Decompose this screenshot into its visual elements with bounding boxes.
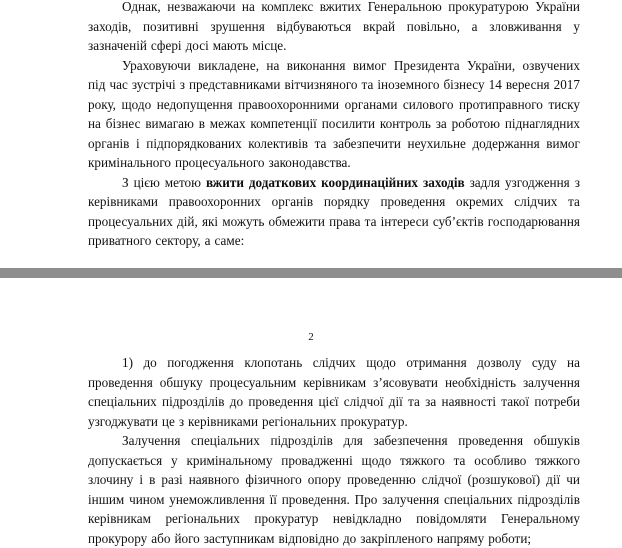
word: кримінальному [186, 451, 272, 471]
word: проведення [88, 373, 153, 393]
word: отримання [406, 353, 466, 373]
word: викладене, [198, 56, 259, 76]
word: зазначеній [88, 36, 147, 56]
word: Президента [394, 56, 460, 76]
word: З [122, 173, 129, 193]
word: вжитих [320, 0, 361, 17]
word: колективів [248, 134, 308, 154]
word: слідчої [344, 392, 384, 412]
word: щодо [366, 353, 396, 373]
word: на [266, 56, 279, 76]
text-line [88, 231, 580, 251]
word: процесуальним [210, 373, 297, 393]
text-line [88, 431, 580, 451]
word: наявного [189, 470, 240, 490]
text-line [88, 56, 580, 76]
word: силового [403, 95, 454, 115]
page-1-text [88, 0, 580, 251]
word: залучення [382, 490, 439, 510]
word: за [425, 392, 436, 412]
word: правоохоронними [238, 95, 339, 115]
word: суду [532, 353, 557, 373]
word: а [472, 17, 478, 37]
paragraph [88, 0, 580, 56]
text-line [88, 134, 580, 154]
word: проведенню [347, 470, 416, 490]
text-line [88, 0, 580, 17]
word: кримінального [88, 153, 171, 173]
word: та [315, 134, 327, 154]
word: проведення. [282, 490, 350, 510]
word: зустрічі [132, 75, 176, 95]
word: на [242, 0, 255, 17]
word: це [162, 412, 175, 432]
word: господарювання [488, 212, 580, 232]
word: заходів [423, 173, 465, 193]
word: роботи; [488, 529, 531, 548]
text-line [88, 95, 580, 115]
word: з [575, 173, 580, 193]
word: а [205, 231, 211, 251]
word: підрозділів [517, 490, 579, 510]
word: її [270, 490, 277, 510]
word: тяжкого [535, 451, 580, 471]
word: бізнесу [443, 75, 484, 95]
word: регіональних [165, 509, 239, 529]
word: узгоджувати [88, 412, 158, 432]
word: щодо [362, 451, 392, 471]
word: додержання [472, 134, 539, 154]
word: щодо [122, 95, 152, 115]
word: зрушення [210, 17, 264, 37]
text-line [88, 192, 580, 212]
word: узгодження [505, 173, 570, 193]
word: слідчих [514, 192, 557, 212]
word: в [149, 470, 155, 490]
word: Генеральною [368, 0, 442, 17]
word: суб’єктів [433, 212, 484, 232]
word: контроль [380, 114, 431, 134]
word: за [436, 114, 447, 134]
text-line [88, 373, 580, 393]
word: регіональних [262, 412, 336, 432]
word: обшуків [534, 431, 580, 451]
word: підрозділів [270, 431, 332, 451]
word: компетенції [250, 114, 316, 134]
word: незважаючи [167, 0, 235, 17]
word: у [171, 451, 178, 471]
word: виконання [287, 56, 346, 76]
word: спеціальних [88, 392, 157, 412]
word: 2017 [554, 75, 580, 95]
word: керівникам [303, 373, 366, 393]
word: з’ясовувати [373, 373, 438, 393]
word: роботою [452, 114, 500, 134]
word: клопотань [244, 353, 302, 373]
word: дій, [177, 212, 198, 232]
word: процесуальних [88, 212, 173, 232]
word: представниками [189, 75, 280, 95]
word: підпорядкованих [146, 134, 241, 154]
word: під [88, 75, 105, 95]
word: приватного [88, 231, 151, 251]
word: спеціальних [444, 490, 513, 510]
page-2-text [88, 353, 580, 548]
word: (розшукової) [467, 470, 540, 490]
word: координаційних [321, 173, 418, 193]
word: для [344, 431, 363, 451]
word: межах [210, 114, 246, 134]
word: дії [546, 470, 560, 490]
text-line [88, 509, 580, 529]
word: правоохоронних [169, 192, 261, 212]
word: його [174, 529, 199, 548]
word: цієї [318, 392, 338, 412]
word: відповідно [278, 529, 339, 548]
word: сфері [151, 36, 182, 56]
word: до [143, 353, 156, 373]
text-line [88, 529, 580, 548]
word: вкрай [363, 17, 395, 37]
word: вжити [206, 173, 244, 193]
text-line [88, 353, 580, 373]
word: опору [308, 470, 341, 490]
word: підрозділів [162, 392, 224, 412]
text-line [88, 451, 580, 471]
word: напряму [437, 529, 484, 548]
word: України, [467, 56, 515, 76]
paragraph [88, 173, 580, 251]
word: 1) [122, 353, 133, 373]
text-line [88, 114, 580, 134]
word: інтереси [381, 212, 429, 232]
word: невідкладно [333, 509, 402, 529]
word: тяжкого [400, 451, 445, 471]
word: недопущення [157, 95, 233, 115]
word: піднаглядних [505, 114, 580, 134]
word: України [535, 0, 580, 17]
word: та [408, 392, 420, 412]
word: та [454, 451, 466, 471]
word: такої [501, 392, 529, 412]
word: закріпленого [360, 529, 433, 548]
word: метою [165, 173, 201, 193]
word: комплекс [261, 0, 313, 17]
page-separator [0, 268, 622, 278]
text-line [88, 153, 580, 173]
word: необхідність [445, 373, 516, 393]
word: з [179, 412, 184, 432]
word: заходів, [88, 17, 131, 37]
text-line [88, 17, 580, 37]
word: наявності [442, 392, 496, 412]
word: цією [134, 173, 160, 193]
word: Залучення [122, 431, 180, 451]
word: допускається [88, 451, 162, 471]
word: керівниками [188, 412, 258, 432]
word: разі [161, 470, 182, 490]
word: керівниками [88, 192, 158, 212]
word: задля [470, 173, 500, 193]
word: слідчої [422, 470, 462, 490]
paragraph [88, 431, 580, 548]
word: законодавства. [269, 153, 351, 173]
word: у [573, 17, 580, 37]
text-line [88, 470, 580, 490]
word: відбуваються [277, 17, 352, 37]
word: 14 [489, 75, 502, 95]
word: обшуку [160, 373, 203, 393]
word: іноземного [377, 75, 439, 95]
text-line [88, 212, 580, 232]
word: неухильне [408, 134, 466, 154]
word: вересня [506, 75, 550, 95]
word: та [365, 212, 377, 232]
word: протиправного [459, 95, 543, 115]
word: права [329, 212, 360, 232]
word: вимог [546, 134, 580, 154]
word: Однак, [122, 0, 161, 17]
word: або [151, 529, 170, 548]
word: дії [389, 392, 403, 412]
word: до [230, 392, 243, 412]
word: потреби [534, 392, 580, 412]
word: вимог [353, 56, 387, 76]
word: Генеральному [501, 509, 580, 529]
word: унеможливлення [169, 490, 265, 510]
word: злочину [88, 470, 133, 490]
word: додаткових [249, 173, 316, 193]
word: посилити [322, 114, 375, 134]
word: погодження [167, 353, 234, 373]
word: тиску [548, 95, 580, 115]
word: які [202, 212, 218, 232]
word: місце. [252, 36, 286, 56]
word: порядку [324, 192, 370, 212]
word: бізнес [106, 114, 141, 134]
paragraph [88, 353, 580, 431]
word: слідчих [313, 353, 356, 373]
word: проведення [458, 431, 523, 451]
word: органів [88, 134, 129, 154]
word: вимагаю [145, 114, 194, 134]
word: позитивні [143, 17, 199, 37]
word: озвучених [523, 56, 580, 76]
word: органів [272, 192, 313, 212]
word: прокуратурою [448, 0, 528, 17]
text-line [88, 36, 580, 56]
word: року, [88, 95, 116, 115]
word: зловживання [489, 17, 562, 37]
word: прокуратур [254, 509, 318, 529]
word: в [199, 114, 205, 134]
word: органами [345, 95, 398, 115]
word: спеціальних [191, 431, 260, 451]
word: до [343, 529, 356, 548]
word: досі [186, 36, 209, 56]
document-page-2 [0, 278, 622, 525]
paragraph [88, 56, 580, 173]
word: та [362, 75, 374, 95]
word: Про [355, 490, 378, 510]
word: сектору, [155, 231, 200, 251]
word: можуть [222, 212, 264, 232]
word: і [136, 134, 140, 154]
word: прокурору [88, 529, 147, 548]
word: фізичного [245, 470, 301, 490]
word: на [88, 114, 101, 134]
word: чином [129, 490, 164, 510]
word: на [567, 353, 580, 373]
word: повідомляти [416, 509, 486, 529]
word: мають [213, 36, 249, 56]
word: забезпечення [373, 431, 447, 451]
word: чи [566, 470, 580, 490]
word: дозволу [477, 353, 521, 373]
word: залучення [523, 373, 580, 393]
text-line [88, 392, 580, 412]
word: повільно, [407, 17, 460, 37]
word: і [139, 470, 143, 490]
word: процесуального [175, 153, 264, 173]
word: забезпечити [333, 134, 401, 154]
word: провадженні [281, 451, 352, 471]
page-number: 2 [0, 330, 622, 344]
document-page-1 [0, 0, 622, 268]
word: керівникам [88, 509, 151, 529]
word: особливо [474, 451, 526, 471]
text-line [88, 412, 580, 432]
word: прокуратур. [341, 412, 408, 432]
word: окремих [456, 192, 503, 212]
text-line [88, 173, 580, 193]
text-line [88, 490, 580, 510]
word: іншим [88, 490, 124, 510]
word: саме: [215, 231, 245, 251]
text-line [88, 75, 580, 95]
word: з [180, 75, 185, 95]
word: Ураховуючи [122, 56, 191, 76]
word: та [568, 192, 580, 212]
word: заступникам [204, 529, 275, 548]
word: проведення [380, 192, 445, 212]
word: обмежити [269, 212, 325, 232]
word: проведення [248, 392, 313, 412]
word: час [109, 75, 127, 95]
word: вітчизняного [285, 75, 358, 95]
